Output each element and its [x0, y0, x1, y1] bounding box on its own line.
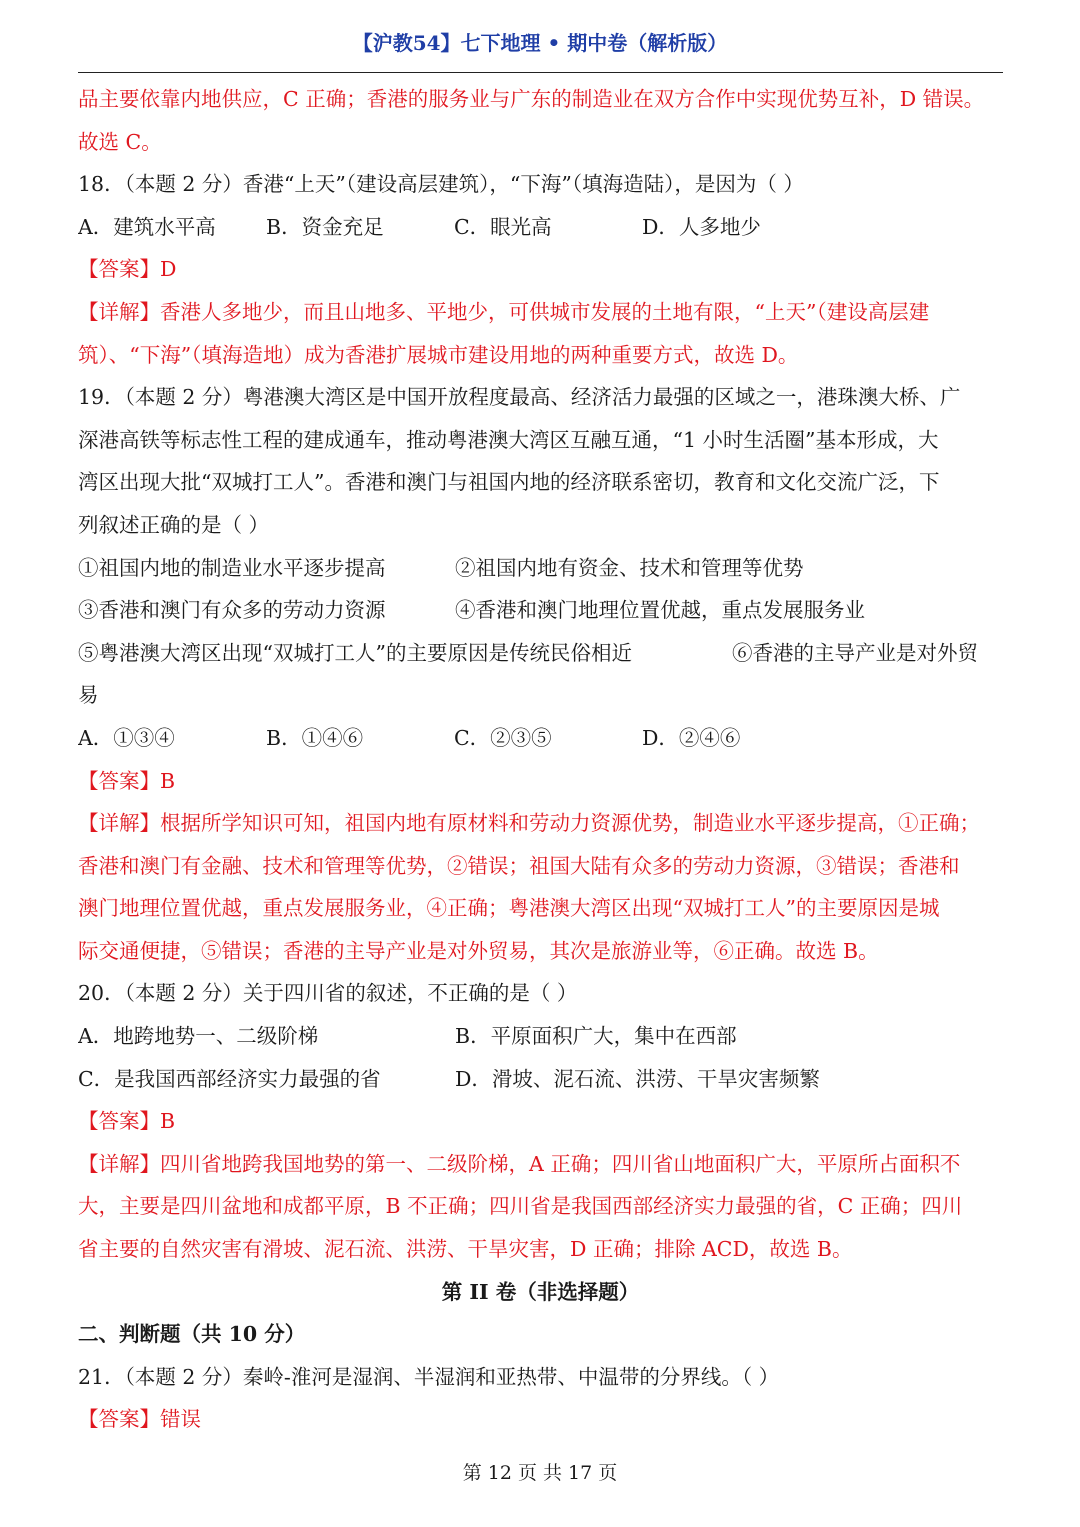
statement-2: ②祖国内地有资金、技术和管理等优势 [455, 555, 804, 580]
statement-3: ③香港和澳门有众多的劳动力资源 [78, 598, 386, 623]
answer-tag: 【答案】 [78, 1407, 160, 1432]
question-20-answer [78, 1100, 1003, 1143]
statement-6-cont: 易 [78, 683, 99, 708]
question-18-detail [78, 291, 1003, 334]
answer-value: B [160, 1109, 176, 1134]
detail-tag: 【详解】 [78, 1151, 160, 1176]
question-20-detail-cont: 省主要的自然灾害有滑坡、泥石流、洪涝、干旱灾害，D 正确；排除 ACD，故选 B。 [78, 1237, 853, 1262]
question-18-options [78, 206, 1003, 249]
question-19-stem: 湾区出现大批“双城打工人”。香港和澳门与祖国内地的经济联系密切，教育和文化交流广泛，下 [78, 470, 940, 495]
question-19-statements [78, 589, 1003, 632]
detail-text: 香港人多地少，而且山地多、平地少，可供城市发展的土地有限，“上天”（建设高层建 [160, 299, 930, 324]
option-a: A．地跨地势一、二级阶梯 [78, 1024, 319, 1049]
question-21-answer [78, 1398, 1003, 1441]
question-19-statements [78, 632, 1003, 675]
section-title: 第 II 卷（非选择题） [441, 1279, 640, 1304]
page-header: 【沪教54】七下地理 • 期中卷（解析版） [352, 31, 728, 55]
prev-detail-line: 故选 C。 [78, 129, 162, 154]
answer-tag: 【答案】 [78, 768, 160, 793]
statement-1: ①祖国内地的制造业水平逐步提高 [78, 555, 386, 580]
header-rule [78, 72, 1003, 73]
question-19-answer [78, 760, 1003, 803]
question-18-detail-cont: 筑）、“下海”（填海造地）成为香港扩展城市建设用地的两种重要方式，故选 D。 [78, 342, 799, 367]
option-d: D．滑坡、泥石流、洪涝、干旱灾害频繁 [455, 1066, 820, 1091]
question-19-detail-cont: 际交通便捷，⑤错误；香港的主导产业是对外贸易，其次是旅游业等，⑥正确。故选 B。 [78, 938, 879, 963]
statement-5: ⑤粤港澳大湾区出现“双城打工人”的主要原因是传统民俗相近 [78, 640, 632, 665]
question-20-detail [78, 1143, 1003, 1186]
detail-tag: 【详解】 [78, 811, 160, 836]
answer-tag: 【答案】 [78, 1109, 160, 1134]
option-b: B．资金充足 [266, 214, 384, 239]
question-19-stem: 深港高铁等标志性工程的建成通车，推动粤港澳大湾区互融互通，“1 小时生活圈”基本形成，大 [78, 427, 939, 452]
page-footer: 第 12 页 共 17 页 [462, 1462, 618, 1484]
option-c: C．是我国西部经济实力最强的省 [78, 1066, 381, 1091]
question-19-options [78, 717, 1003, 760]
question-20-options [78, 1015, 1003, 1058]
question-19-detail [78, 802, 1003, 845]
section-heading: 二、判断题（共 10 分） [78, 1322, 306, 1347]
option-c: C．眼光高 [454, 214, 552, 239]
answer-value: B [160, 768, 176, 793]
question-19-stem: 19．（本题 2 分）粤港澳大湾区是中国开放程度最高、经济活力最强的区域之一，港珠澳大桥、广 [78, 385, 961, 410]
prev-detail-line: 品主要依靠内地供应，C 正确；香港的服务业与广东的制造业在双方合作中实现优势互补，D 错误。 [78, 87, 985, 111]
question-18-stem: 18．（本题 2 分）香港“上天”（建设高层建筑），“下海”（填海造陆），是因为（ ） [78, 172, 804, 197]
question-20-options [78, 1058, 1003, 1101]
question-18-answer [78, 248, 1003, 291]
statement-4: ④香港和澳门地理位置优越，重点发展服务业 [455, 598, 865, 623]
answer-value: 错误 [160, 1407, 201, 1432]
question-19-detail-cont: 香港和澳门有金融、技术和管理等优势，②错误；祖国大陆有众多的劳动力资源，③错误；香港和 [78, 853, 960, 878]
question-19-statements [78, 547, 1003, 590]
detail-text: 四川省地跨我国地势的第一、二级阶梯，A 正确；四川省山地面积广大，平原所占面积不 [160, 1151, 961, 1176]
option-c: C．②③⑤ [454, 725, 552, 750]
option-d: D．人多地少 [642, 214, 761, 239]
option-d: D．②④⑥ [642, 725, 741, 750]
detail-tag: 【详解】 [78, 299, 160, 324]
option-a: A．建筑水平高 [78, 214, 216, 239]
option-b: B．平原面积广大，集中在西部 [455, 1024, 737, 1049]
question-19-detail-cont: 澳门地理位置优越，重点发展服务业，④正确；粤港澳大湾区出现“双城打工人”的主要原因是城 [78, 896, 940, 921]
page-content [78, 78, 1003, 1441]
question-19-stem: 列叙述正确的是（ ） [78, 512, 270, 537]
statement-6: ⑥香港的主导产业是对外贸 [732, 640, 978, 665]
option-a: A．①③④ [78, 725, 175, 750]
question-21-stem: 21．（本题 2 分）秦岭-淮河是湿润、半湿润和亚热带、中温带的分界线。（ ） [78, 1364, 780, 1389]
option-b: B．①④⑥ [266, 725, 364, 750]
question-20-detail-cont: 大，主要是四川盆地和成都平原，B 不正确；四川省是我国西部经济实力最强的省，C 正确；四川 [78, 1194, 963, 1219]
answer-tag: 【答案】 [78, 257, 160, 282]
detail-text: 根据所学知识可知，祖国内地有原材料和劳动力资源优势，制造业水平逐步提高，①正确； [160, 811, 980, 836]
question-20-stem: 20．（本题 2 分）关于四川省的叙述，不正确的是（ ） [78, 981, 578, 1006]
answer-value: D [160, 257, 177, 282]
